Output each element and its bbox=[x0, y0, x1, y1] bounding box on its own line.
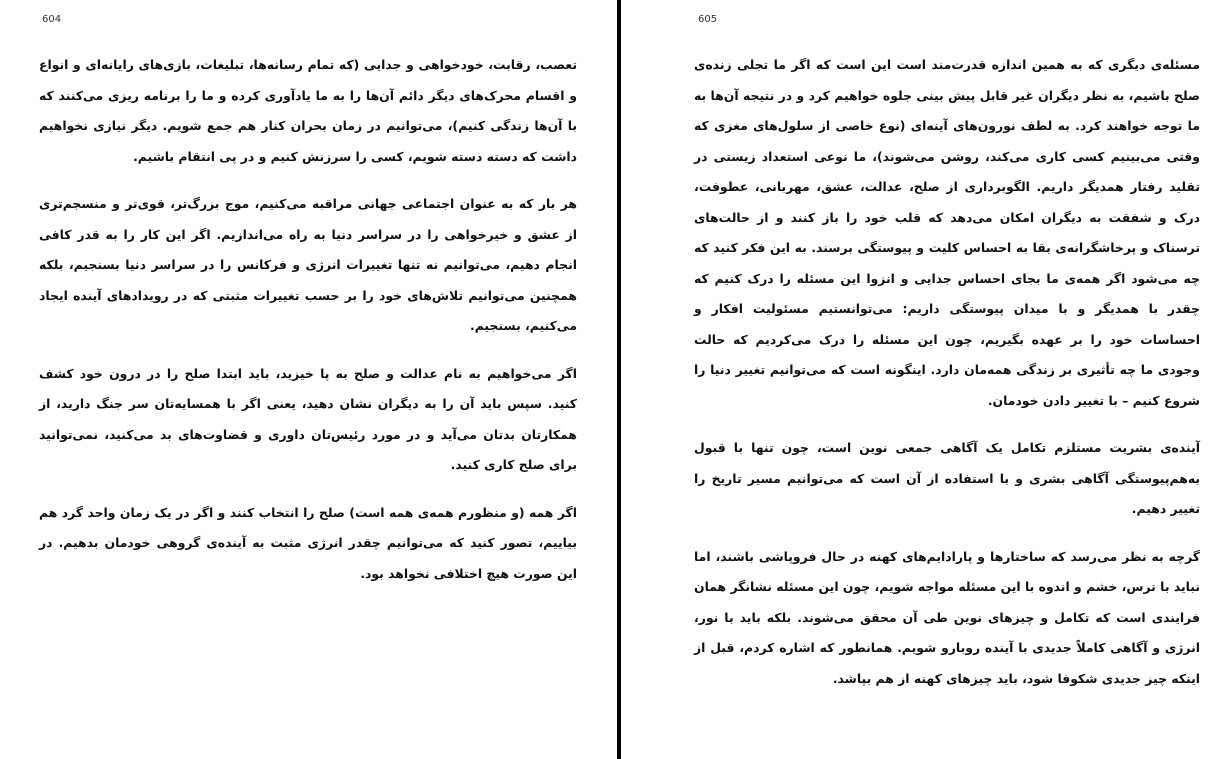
right-page-text bbox=[694, 50, 1200, 711]
right-paragraph-3: گرچه به نظر می‌رسد که ساختارها و پارادایم‌های کهنه در حال فروپاشی باشند، اما نباید با ترس، خشم و اندوه با این مسئله مواجه شویم، چون این مسئله نشانگر همان فرایندی است که تکامل و چیزهای نوین طی آن محقق می‌شوند. بلکه باید با نور، انرژی و آگاهی کاملاً جدیدی با آینده روبارو شویم. همانطور که اشاره کردم، قبل از اینکه چیز جدیدی شکوفا شود، باید چیزهای کهنه از هم بپاشد. bbox=[694, 548, 1200, 686]
left-paragraph-2: هر بار که به عنوان اجتماعی جهانی مراقبه می‌کنیم، موج بزرگ‌تر، قوی‌تر و منسجم‌تری از عشق و خیرخواهی را در سراسر دنیا به راه می‌اندازیم. اگر این کار را به قدر کافی انجام دهیم، می‌توانیم نه تنها تغییرات انرژی و فرکانس را در سراسر دنیا بسنجیم، بلکه همچنین می‌توانیم تلاش‌های خود را بر حسب تغییرات مثبتی که در رویدادهای آینده ایجاد می‌کنیم، بسنجیم. bbox=[39, 196, 577, 333]
right-page bbox=[621, 0, 1211, 759]
right-page-number: 605 bbox=[698, 14, 718, 25]
left-paragraph-1: تعصب، رقابت، خودخواهی و جدایی (که تمام رسانه‌ها، تبلیغات، بازی‌های رایانه‌ای و انواع و اقسام محرک‌های دیگر دائم آن‌ها را به ما یادآوری کرده و ما را برنامه ریزی می‌کنند که با آن‌ها زندگی کنیم)، می‌توانیم در زمان بحران کنار هم جمع شویم. دیگر نیازی نخواهیم داشت که دسته دسته شویم، کسی را سرزنش کنیم و در پی انتقام باشیم. bbox=[39, 57, 577, 164]
right-paragraph-2: آینده‌ی بشریت مستلزم تکامل یک آگاهی جمعی نوین است، چون تنها با قبول به‌هم‌پیوستگی آگاهی بشری و با استفاده از آن است که می‌توانیم مسیر تاریخ را تغییر دهیم. bbox=[694, 440, 1200, 516]
left-page-text bbox=[39, 50, 577, 606]
right-paragraph-1: مسئله‌ی دیگری که به همین اندازه قدرت‌مند است این است که اگر ما تجلی زنده‌ی صلح باشیم، به نظر دیگران غیر قابل پیش بینی جلوه خواهیم کرد و در نتیجه آن‌ها به ما توجه خواهند کرد. به لطف نورون‌های آینه‌ای (نوع خاصی از سلول‌های مغزی که وقتی می‌بینیم کسی کاری می‌کند، روشن می‌شوند)، ما نوعی استعداد زیستی در تقلید رفتار همدیگر داریم. الگوبرداری از صلح، عدالت، عشق، مهربانی، عطوفت، درک و شفقت به دیگران امکان می‌دهد که قلب خود را باز کنند و از حالت‌های ترسناک و پرخاشگرانه‌ی بقا به احساس کلیت و پیوستگی برسند. به این فکر کنید که چه می‌شود اگر همه‌ی ما بجای احساس جدایی و انزوا این مسئله را درک کنیم که چقدر با همدیگر و با میدان پیوستگی داریم: می‌توانستیم مسئولیت افکار و احساسات خود را بر عهده بگیریم، چون این مسئله را درک می‌کردیم که حالت وجودی ما چه تأثیری بر زندگی همه‌مان دارد. اینگونه است که می‌توانیم تغییر دنیا را شروع کنیم – با تغییر دادن خودمان. bbox=[694, 57, 1200, 408]
left-page-number: 604 bbox=[42, 14, 62, 25]
left-paragraph-3: اگر می‌خواهیم به نام عدالت و صلح به پا خیزید، باید ابتدا صلح را در درون خود کشف کنید. سپس باید آن را به دیگران نشان دهید، یعنی اگر با همسایه‌تان سر جنگ دارید، از همکارتان بدتان می‌آید و در مورد رئیس‌تان داوری و قضاوت‌های بد می‌کنید، نمی‌توانید برای صلح کاری کنید. bbox=[39, 365, 577, 472]
left-paragraph-4: اگر همه (و منظورم همه‌ی همه است) صلح را انتخاب کنند و اگر در یک زمان واحد گرد هم بیاییم، تصور کنید که می‌توانیم چقدر انرژی مثبت به آینده‌ی گروهی خودمان بدهیم. در این صورت هیچ اختلافی نخواهد بود. bbox=[39, 504, 577, 581]
